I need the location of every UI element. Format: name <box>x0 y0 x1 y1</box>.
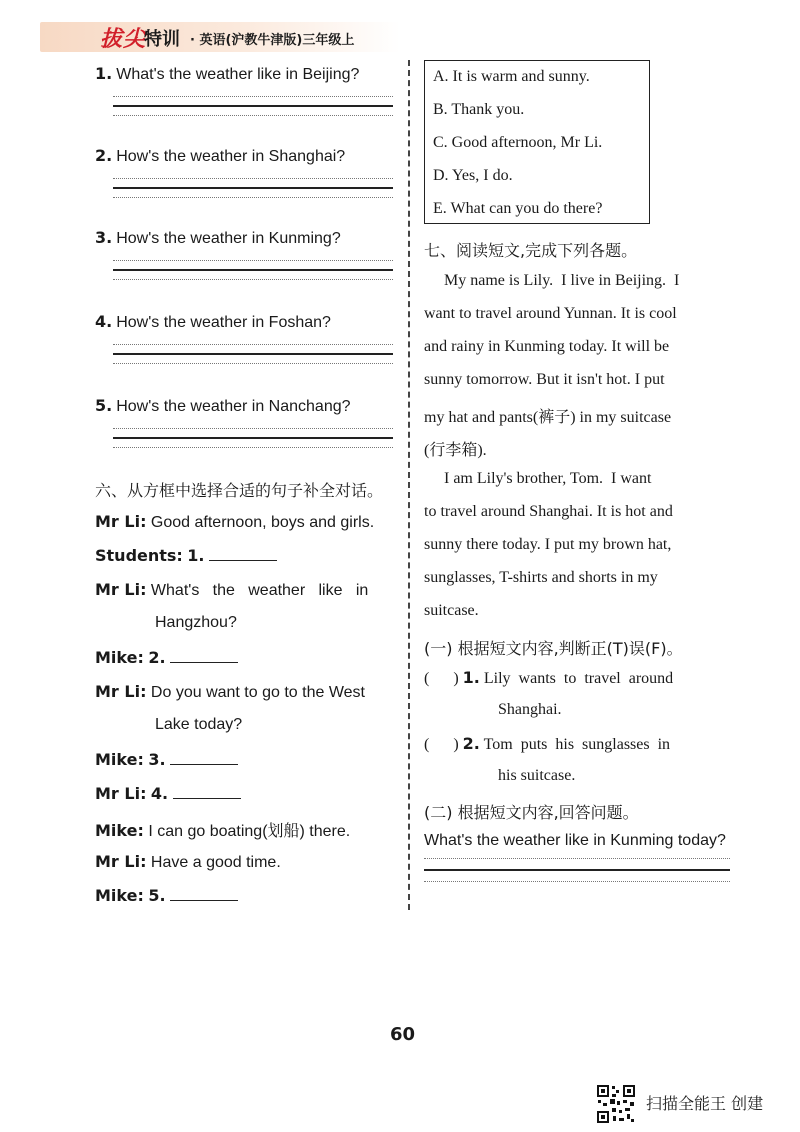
dialogue-line: Mr Li: What's the weather like in <box>95 580 369 599</box>
question-4: 4. How's the weather in Foshan? <box>95 312 331 331</box>
option-b: B. Thank you. <box>433 101 525 118</box>
dialogue-line: Mike: 3. <box>95 750 238 770</box>
brand-red-text: 拔尖 <box>100 27 147 52</box>
tf-item-1-cont: Shanghai. <box>498 701 562 718</box>
question-1: 1. What's the weather like in Beijing? <box>95 64 360 83</box>
section-6-title: 六、从方框中选择合适的句子补全对话。 <box>95 481 384 500</box>
passage-line: sunny tomorrow. But it isn't hot. I put <box>424 371 665 388</box>
passage-line: My name is Lily. I live in Beijing. I <box>424 272 680 289</box>
dialogue-line: Mike: 5. <box>95 886 238 906</box>
question-3: 3. How's the weather in Kunming? <box>95 228 341 247</box>
option-c: C. Good afternoon, Mr Li. <box>433 134 603 151</box>
passage-line: sunny there today. I put my brown hat, <box>424 536 672 553</box>
blank-4[interactable] <box>173 784 241 799</box>
tf-item-2: ( ) 2. Tom puts his sunglasses in <box>424 734 671 753</box>
option-a: A. It is warm and sunny. <box>433 68 590 85</box>
dialogue-line: Mr Li: Do you want to go to the West <box>95 682 365 701</box>
answer-bracket[interactable]: ( ) <box>424 670 459 687</box>
dialogue-line: Mr Li: Have a good time. <box>95 852 281 871</box>
blank-2[interactable] <box>170 648 238 663</box>
page-number: 60 <box>390 1024 416 1045</box>
scanner-credit: 扫描全能王 创建 <box>646 1094 764 1113</box>
blank-3[interactable] <box>170 750 238 765</box>
dialogue-line: Mike: I can go boating(划船) there. <box>95 821 351 840</box>
subject-title: · 英语(沪教牛津版)三年级上 <box>190 33 355 48</box>
page-header <box>0 8 800 68</box>
brand-black-text: 特训 <box>144 29 180 50</box>
passage-line: want to travel around Yunnan. It is cool <box>424 305 677 322</box>
passage-line: I am Lily's brother, Tom. I want <box>424 470 652 487</box>
answer-lines-1 <box>113 96 393 124</box>
tf-item-2-cont: his suitcase. <box>498 767 576 784</box>
qr-code-icon <box>596 1084 636 1124</box>
option-d: D. Yes, I do. <box>433 167 513 184</box>
passage-line: to travel around Shanghai. It is hot and <box>424 503 673 520</box>
answer-lines-2 <box>113 178 393 206</box>
answer-bracket[interactable]: ( ) <box>424 736 459 753</box>
passage-line: (行李箱). <box>424 442 487 459</box>
dialogue-line-cont: Hangzhou? <box>155 614 237 631</box>
passage-line: my hat and pants(裤子) in my suitcase <box>424 409 672 426</box>
answer-lines-4 <box>113 344 393 372</box>
question-2: 2. How's the weather in Shanghai? <box>95 146 346 165</box>
option-e: E. What can you do there? <box>433 200 603 217</box>
column-divider <box>408 60 410 910</box>
dialogue-line: Mr Li: 4. <box>95 784 241 804</box>
dialogue-line: Students: 1. <box>95 546 277 566</box>
blank-1[interactable] <box>209 546 277 561</box>
passage-line: and rainy in Kunming today. It will be <box>424 338 670 355</box>
dialogue-line-cont: Lake today? <box>155 716 243 733</box>
part-1-title: (一) 根据短文内容,判断正(T)误(F)。 <box>424 639 683 658</box>
dialogue-line: Mike: 2. <box>95 648 238 668</box>
dialogue-line: Mr Li: Good afternoon, boys and girls. <box>95 512 375 531</box>
part-2-title: (二) 根据短文内容,回答问题。 <box>424 803 639 822</box>
passage-line: suitcase. <box>424 602 479 619</box>
tf-item-1: ( ) 1. Lily wants to travel around <box>424 668 674 687</box>
answer-lines-passage <box>424 858 730 892</box>
blank-5[interactable] <box>170 886 238 901</box>
section-7-title: 七、阅读短文,完成下列各题。 <box>424 241 638 260</box>
answer-lines-3 <box>113 260 393 288</box>
question-5: 5. How's the weather in Nanchang? <box>95 396 351 415</box>
comprehension-question: What's the weather like in Kunming today? <box>424 832 726 849</box>
answer-lines-5 <box>113 428 393 456</box>
passage-line: sunglasses, T-shirts and shorts in my <box>424 569 658 586</box>
